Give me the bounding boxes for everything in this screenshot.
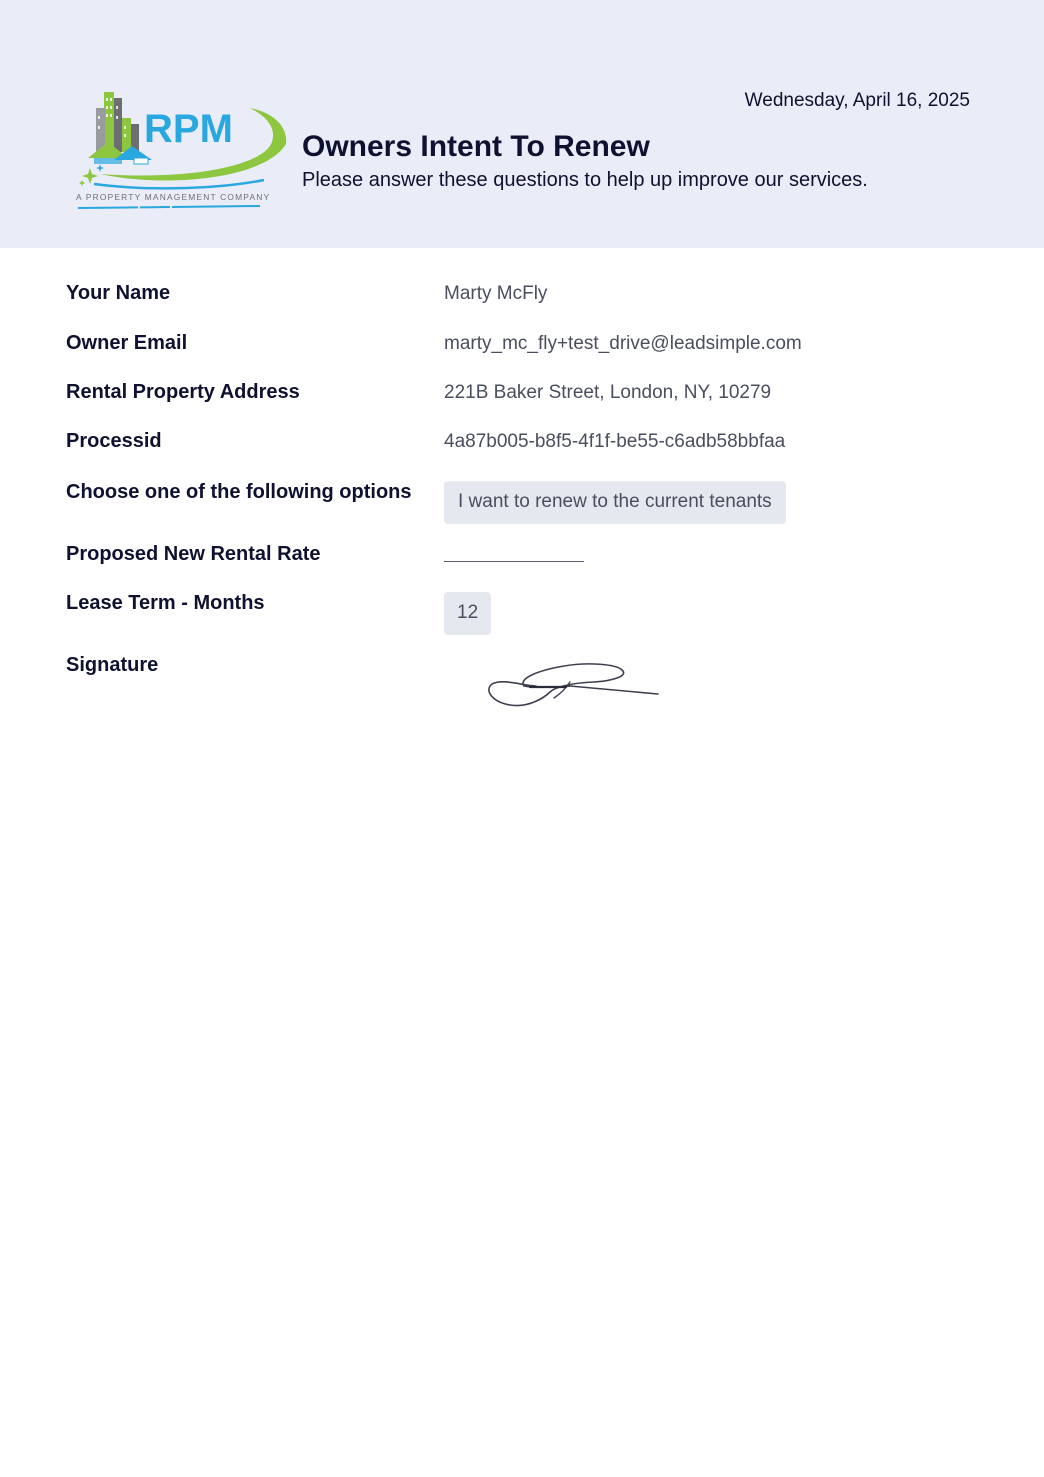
- signature-drawing: [484, 656, 664, 714]
- option-label: Choose one of the following options: [66, 481, 412, 503]
- owner-email-label: Owner Email: [66, 332, 188, 354]
- processid-value: 4a87b005-b8f5-4f1f-be55-c6adb58bbfaa: [444, 431, 786, 452]
- proposed-rate-label: Proposed New Rental Rate: [66, 543, 321, 565]
- lease-term-value-chip: 12: [444, 592, 491, 635]
- proposed-rate-blank-line: [444, 561, 584, 562]
- lease-term-label: Lease Term - Months: [66, 592, 265, 614]
- header-band: [0, 0, 1044, 248]
- option-value-chip: I want to renew to the current tenants: [444, 481, 786, 524]
- rpm-logo: [74, 84, 290, 214]
- your-name-label: Your Name: [66, 282, 171, 304]
- signature-label: Signature: [66, 654, 159, 676]
- rental-property-address-label: Rental Property Address: [66, 381, 300, 403]
- owner-email-value: marty_mc_fly+test_drive@leadsimple.com: [444, 333, 802, 354]
- svg-text:RPM: RPM: [144, 107, 233, 151]
- page-title: Owners Intent To Renew: [302, 130, 650, 163]
- document-date: Wednesday, April 16, 2025: [744, 90, 970, 111]
- processid-label: Processid: [66, 430, 162, 452]
- rental-property-address-value: 221B Baker Street, London, NY, 10279: [444, 382, 772, 403]
- logo-tagline: A PROPERTY MANAGEMENT COMPANY: [76, 192, 271, 202]
- your-name-value: Marty McFly: [444, 283, 548, 304]
- page-subtitle: Please answer these questions to help up improve our services.: [302, 169, 868, 191]
